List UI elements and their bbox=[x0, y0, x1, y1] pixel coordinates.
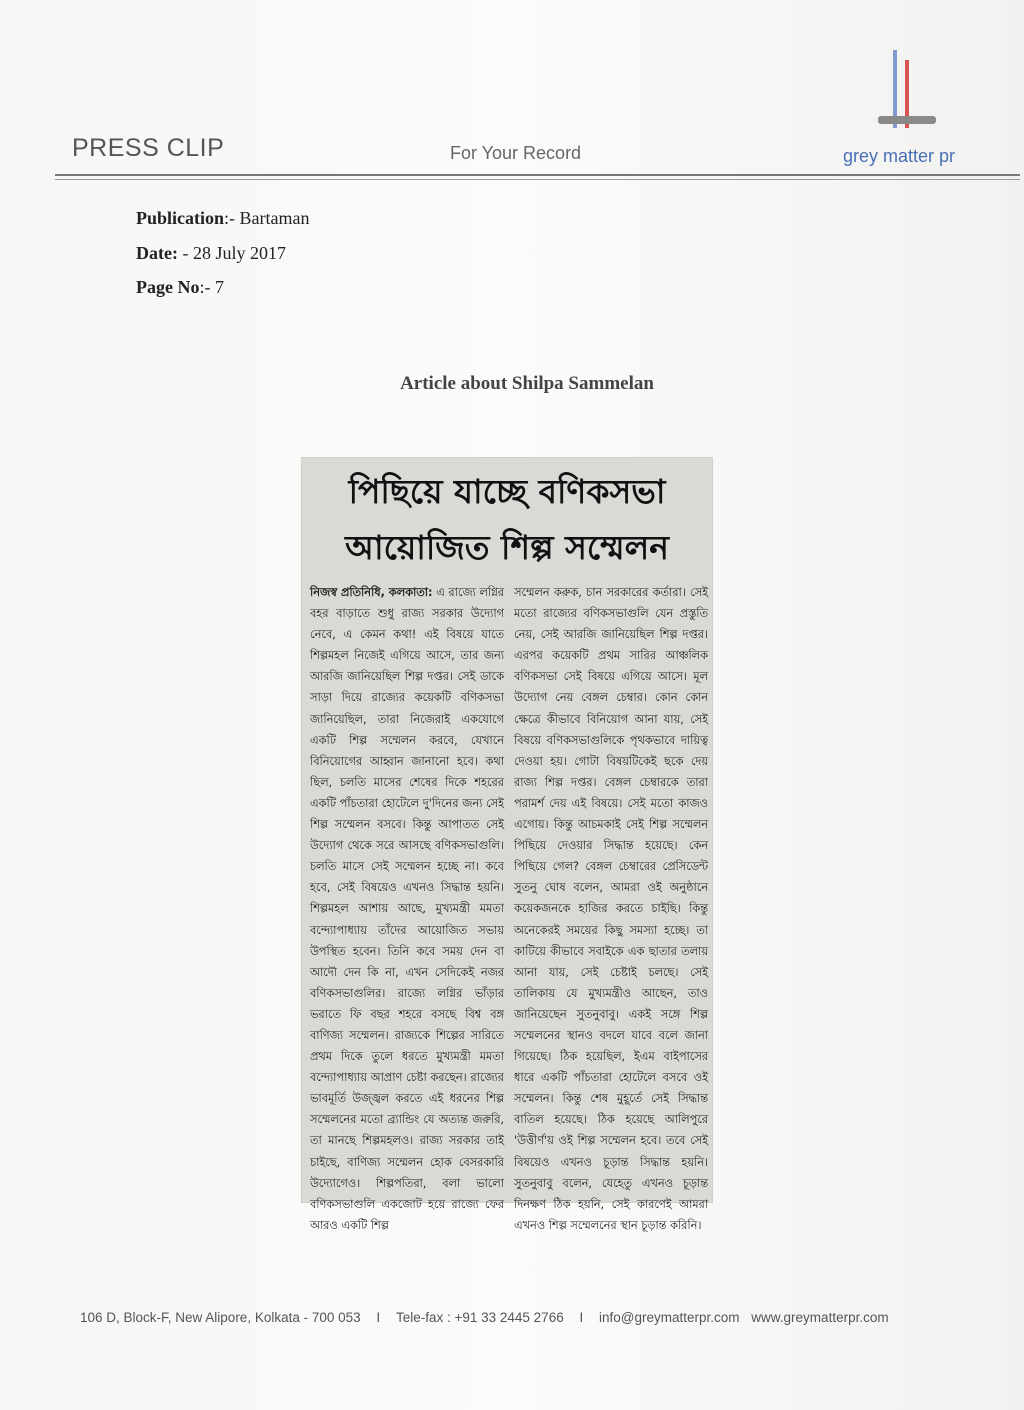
article-title: Article about Shilpa Sammelan bbox=[400, 373, 654, 394]
date-label: Date: bbox=[136, 243, 178, 263]
footer-address: 106 D, Block-F, New Alipore, Kolkata - 700 053 bbox=[80, 1310, 361, 1325]
footer bbox=[80, 1310, 889, 1325]
page-line bbox=[136, 277, 224, 298]
clip-left-column bbox=[310, 582, 504, 1236]
for-your-record-label: For Your Record bbox=[450, 143, 582, 163]
clip-right-column bbox=[514, 582, 708, 1236]
publication-value: :- Bartaman bbox=[224, 208, 310, 228]
clip-left-text: এ রাজ্যে লগ্নির বহর বাড়াতে শুধু রাজ্য সরকার উদ্যোগ নেবে, এ কেমন কথা! এই বিষয়ে যাতে শিল্পমহল নিজেই এগিয়ে আসে, তার জন্য আরজি জানিয়েছিল শিল্প দপ্তর। সেই ডাকে সাড়া দিয়ে রাজ্যের কয়েকটি বণিকসভা জানিয়েছিল, তারা নিজেরাই একযোগে একটি শিল্প সম্মেলন করবে, যেখানে বিনিয়োগের আহ্বান জানানো হবে। কথা ছিল, চলতি মাসের শেষের দিকে শহরের একটি পাঁচতারা হোটেলে দু'দিনের জন্য সেই শিল্প সম্মেলন বসবে। কিন্তু আপাতত সেই উদ্যোগ থেকে সরে আসছে বণিকসভাগুলি। চলতি মাসে সেই সম্মেলন হচ্ছে না। কবে হবে, সেই বিষয়েও এখনও সিদ্ধান্ত হয়নি। শিল্পমহল আশায় আছে, মুখ্যমন্ত্রী মমতা বন্দ্যোপাধ্যায় তাঁদের আয়োজিত সভায় উপস্থিত হবেন। তিনি কবে সময় দেন বা আদৌ দেন কি না, এখন সেদিকেই নজর বণিকসভাগুলির। রাজ্যে লগ্নির ভাঁড়ার ভরাতে ফি বছর শহরে বসছে বিশ্ব বঙ্গ বাণিজ্য সম্মেলন। রাজ্যকে শিল্পের সারিতে প্রথম দিকে তুলে ধরতে মুখ্যমন্ত্রী মমতা বন্দ্যোপাধ্যায় আপ্রাণ চেষ্টা করছেন। রাজ্যের ভাবমূর্তি উজ্জ্বল করতে এই ধরনের শিল্প সম্মেলনের মতো ব্র্যান্ডিং যে অত্যন্ত জরুরি, তা মানছে শিল্পমহলও। রাজ্য সরকার তাই চাইছে, বাণিজ্য সম্মেলন হোক বেসরকারি উদ্যোগেও। শিল্পপতিরা, বলা ভালো বণিকসভাগুলি একজোট হয়ে রাজ্যে ফের আরও একটি শিল্প bbox=[310, 586, 505, 1232]
footer-separator: I bbox=[376, 1310, 381, 1325]
publication-label: Publication bbox=[136, 208, 225, 228]
date-line bbox=[136, 243, 286, 264]
clip-headline-line2: আয়োজিত শিল্প সম্মেলন bbox=[345, 528, 669, 567]
clip-byline: নিজস্ব প্রতিনিধি, কলকাতা: bbox=[310, 586, 433, 599]
clip-headline-line1: পিছিয়ে যাচ্ছে বণিকসভা bbox=[348, 472, 666, 511]
footer-email: info@greymatterpr.com bbox=[599, 1310, 740, 1325]
header-divider-thin bbox=[55, 179, 1020, 180]
clip-right-text: সম্মেলন করুক, চান সরকারের কর্তারা। সেই মতো রাজ্যের বণিকসভাগুলি যেন প্রস্তুতি নেয়, সেই আরজি জানিয়েছিল শিল্প দপ্তর। এরপর কয়েকটি প্রথম সারির আঞ্চলিক বণিকসভা সেই বিষয়ে এগিয়ে আসে। মূল উদ্যোগ নেয় বেঙ্গল চেম্বার। কোন কোন ক্ষেত্রে কীভাবে বিনিয়োগ আনা যায়, সেই বিষয়ে বণিকসভাগুলিকে পৃথকভাবে দায়িত্ব দেওয়া হয়। গোটা বিষয়টিকেই ছকে দেয় রাজ্য শিল্প দপ্তর। বেঙ্গল চেম্বারকে তারা পরামর্শ দেয় এই বিষয়ে। সেই মতো কাজও এগোয়। কিন্তু আচমকাই সেই শিল্প সম্মেলন পিছিয়ে দেওয়ার সিদ্ধান্ত হয়েছে। কেন পিছিয়ে গেল? বেঙ্গল চেম্বারের প্রেসিডেন্ট সুতনু ঘোষ বলেন, আমরা ওই অনুষ্ঠানে কয়েকজনকে হাজির করতে চাইছি। কিন্তু অনেকেরই সময়ের কিছু সমস্যা হচ্ছে। তা কাটিয়ে কীভাবে সবাইকে এক ছাতার তলায় আনা যায়, সেই চেষ্টাই চলছে। সেই তালিকায় যে মুখ্যমন্ত্রীও আছেন, তাও জানিয়েছেন সুতনুবাবু। একই সঙ্গে শিল্প সম্মেলনের স্থানও বদলে যাবে বলে জানা গিয়েছে। ঠিক হয়েছিল, ইএম বাইপাসের ধারে একটি পাঁচতারা হোটেলে বসবে ওই সম্মেলন। কিন্তু শেষ মুহূর্তে সেই সিদ্ধান্ত বাতিল হয়েছে। ঠিক হয়েছে আলিপুরে 'উত্তীর্ণ'য় ওই শিল্প সম্মেলন হবে। তবে সেই বিষয়েও এখনও চূড়ান্ত সিদ্ধান্ত হয়নি। সুতনুবাবু বলেন, যেহেতু এখনও চূড়ান্ত দিনক্ষণ ঠিক হয়নি, সেই কারণেই আমরা এখনও শিল্প সম্মেলনের স্থান চূড়ান্ত করিনি। bbox=[514, 586, 708, 1232]
header-divider bbox=[55, 174, 1020, 176]
date-value: - 28 July 2017 bbox=[177, 243, 286, 263]
logo-text: grey matter pr bbox=[843, 146, 956, 166]
page-label: Page No bbox=[136, 277, 200, 297]
newspaper-clipping bbox=[302, 458, 712, 1232]
footer-website: www.greymatterpr.com bbox=[751, 1310, 889, 1325]
footer-separator: I bbox=[579, 1310, 584, 1325]
publication-line bbox=[136, 208, 309, 229]
grey-matter-pr-logo-icon bbox=[872, 46, 942, 136]
page-value: :- 7 bbox=[199, 277, 224, 297]
press-clip-label: PRESS CLIP bbox=[72, 134, 225, 162]
footer-telefax: Tele-fax : +91 33 2445 2766 bbox=[395, 1310, 564, 1325]
